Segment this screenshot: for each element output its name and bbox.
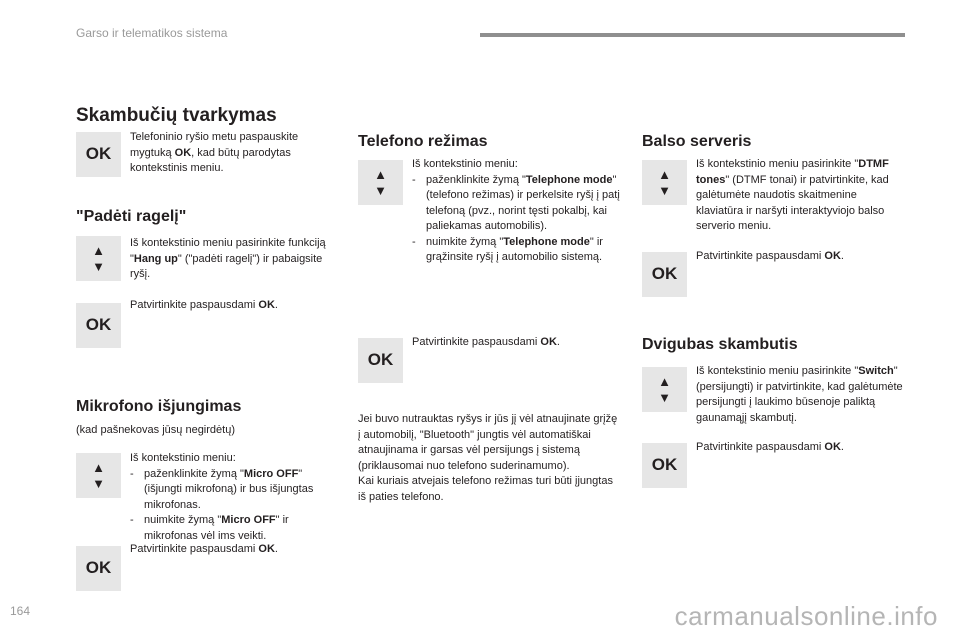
double-call-text [696,364,906,426]
confirm-end: . [274,543,278,555]
item-text-c: " (išjungti mikrofoną) ir bus išjungtas mikrofonas. [144,467,314,511]
switch-text-a: Iš kontekstinio meniu pasirinkite " [696,365,859,377]
down-arrow-icon: ▼ [658,389,671,405]
page-number: 164 [10,604,31,618]
hang-up-keyword: Hang up [133,252,178,265]
up-arrow-icon: ▲ [374,166,387,182]
list-item [412,235,620,266]
item-text-a: nuimkite žymą " [426,235,504,248]
item-keyword: Micro OFF [221,514,276,526]
ok-key-icon [76,546,121,591]
confirm-ok: OK [824,250,841,262]
ok-key-label: OK [85,144,112,164]
voice-keyword: DTMF tones [696,158,889,186]
note-text-2: Kai kuriais atvejais telefono režimas turi būti įjungtas iš paties telefono. [358,475,613,503]
ok-key-label: OK [85,315,112,335]
confirm-text: Patvirtinkite paspausdami [130,299,259,311]
item-text-c: " (telefono režimas) ir perkelsite ryšį į patį telefoną (pvz., norint tęsti pokalbį, kai paliekamas automobilis). [426,173,620,232]
down-arrow-icon: ▼ [374,182,387,198]
item-text-a: paženklinkite žymą " [144,467,244,480]
up-arrow-icon: ▲ [92,242,105,258]
hang-up-text-a: Iš kontekstinio meniu pasirinkite funkciją " [130,237,326,265]
confirm-ok: OK [540,336,557,348]
ok-key-icon [642,252,687,297]
list-item-text [144,513,335,544]
confirm-text: Patvirtinkite paspausdami [696,250,825,262]
list-item [130,467,335,514]
confirm-text: Patvirtinkite paspausdami [130,543,259,555]
item-text-a: paženklinkite žymą " [426,173,526,186]
up-down-arrows-icon [76,236,121,281]
intro-text-end: , kad būtų parodytas kontekstinis meniu. [130,146,291,174]
list-dash: - [130,467,134,480]
double-call-confirm [696,440,906,456]
list-item-text [426,173,620,235]
header-rule [480,33,905,37]
double-call-title: Dvigubas skambutis [642,336,798,353]
down-arrow-icon: ▼ [658,182,671,198]
intro-text: Telefoninio ryšio metu paspauskite mygtuką [130,131,299,159]
hang-up-title: "Padėti ragelį" [76,208,187,225]
up-down-arrows-icon [358,160,403,205]
mic-off-intro: Iš kontekstinio meniu: [130,452,236,464]
ok-key-label: OK [367,350,394,370]
confirm-end: . [840,441,844,453]
up-down-arrows-icon [642,367,687,412]
voice-server-text [696,157,906,235]
call-management-intro [130,130,335,177]
note-text: Jei buvo nutrauktas ryšys ir jūs jį vėl atnaujinate grįžę į automobilį, "Bluetooth" jungtis vėl automatiškai atnaujinama ir garsas vėl persijungs į sistemą (priklausomai nuo telefono suderinamumo). [358,413,618,472]
watermark: carmanualsonline.info [674,601,938,632]
ok-key-icon [76,303,121,348]
telephone-mode-intro: Iš kontekstinio meniu: [412,158,518,170]
mic-off-title: Mikrofono išjungimas [76,398,242,415]
mic-off-confirm [130,542,340,558]
switch-keyword: Switch [858,365,894,377]
list-dash: - [130,514,134,526]
list-item [130,513,335,544]
up-down-arrows-icon [76,453,121,498]
ok-key-label: OK [85,558,112,578]
confirm-end: . [556,336,560,348]
ok-key-icon [358,338,403,383]
confirm-text: Patvirtinkite paspausdami [412,336,541,348]
hang-up-text-c: " ("padėti ragelį") ir pabaigsite ryšį. [130,252,323,280]
voice-text-c: " (DTMF tonai) ir patvirtinkite, kad galėtumėte naudotis skaitmenine klaviatūra ir naršyti interaktyviojo balso serverio meniu. [696,173,889,232]
up-arrow-icon: ▲ [658,373,671,389]
list-dash: - [412,235,416,248]
voice-server-title: Balso serveris [642,133,752,150]
list-item [412,173,620,235]
confirm-end: . [274,299,278,311]
up-arrow-icon: ▲ [658,166,671,182]
mic-off-instructions [130,451,335,544]
ok-key-label: OK [651,455,678,475]
telephone-mode-title: Telefono režimas [358,133,488,150]
ok-key-label: OK [651,264,678,284]
voice-text-a: Iš kontekstinio meniu pasirinkite " [696,158,859,170]
up-down-arrows-icon [642,160,687,205]
hang-up-confirm [130,298,340,314]
up-arrow-icon: ▲ [92,459,105,475]
confirm-end: . [840,250,844,262]
telephone-mode-instructions [412,157,620,266]
telephone-mode-note [358,412,620,505]
down-arrow-icon: ▼ [92,258,105,274]
voice-server-confirm [696,249,906,265]
item-text-c: " ir mikrofonas vėl ims veikti. [144,514,289,542]
down-arrow-icon: ▼ [92,475,105,491]
page-title: Skambučių tvarkymas [76,105,277,126]
item-text-a: nuimkite žymą " [144,514,222,526]
list-item-text [426,235,620,266]
item-keyword: Telephone mode [503,235,590,248]
hang-up-text [130,236,340,283]
confirm-ok: OK [824,441,841,453]
confirm-text: Patvirtinkite paspausdami [696,441,825,453]
item-keyword: Telephone mode [525,173,613,186]
list-dash: - [412,173,416,186]
ok-key-icon [642,443,687,488]
confirm-ok: OK [258,543,275,555]
section-header: Garso ir telematikos sistema [76,26,228,40]
ok-key-icon [76,132,121,177]
item-keyword: Micro OFF [243,467,299,480]
intro-ok: OK [174,146,192,159]
confirm-ok: OK [258,299,275,311]
list-item-text [144,467,335,514]
item-text-c: " ir grąžinsite ryšį į automobilio sistemą. [426,235,603,263]
switch-text-c: " (persijungti) ir patvirtinkite, kad galėtumėte persijungti į laukimo būsenoje paliktą gaunamąjį skambutį. [696,365,903,424]
telephone-mode-confirm [412,335,622,351]
mic-off-subtitle: (kad pašnekovas jūsų negirdėtų) [76,424,235,436]
